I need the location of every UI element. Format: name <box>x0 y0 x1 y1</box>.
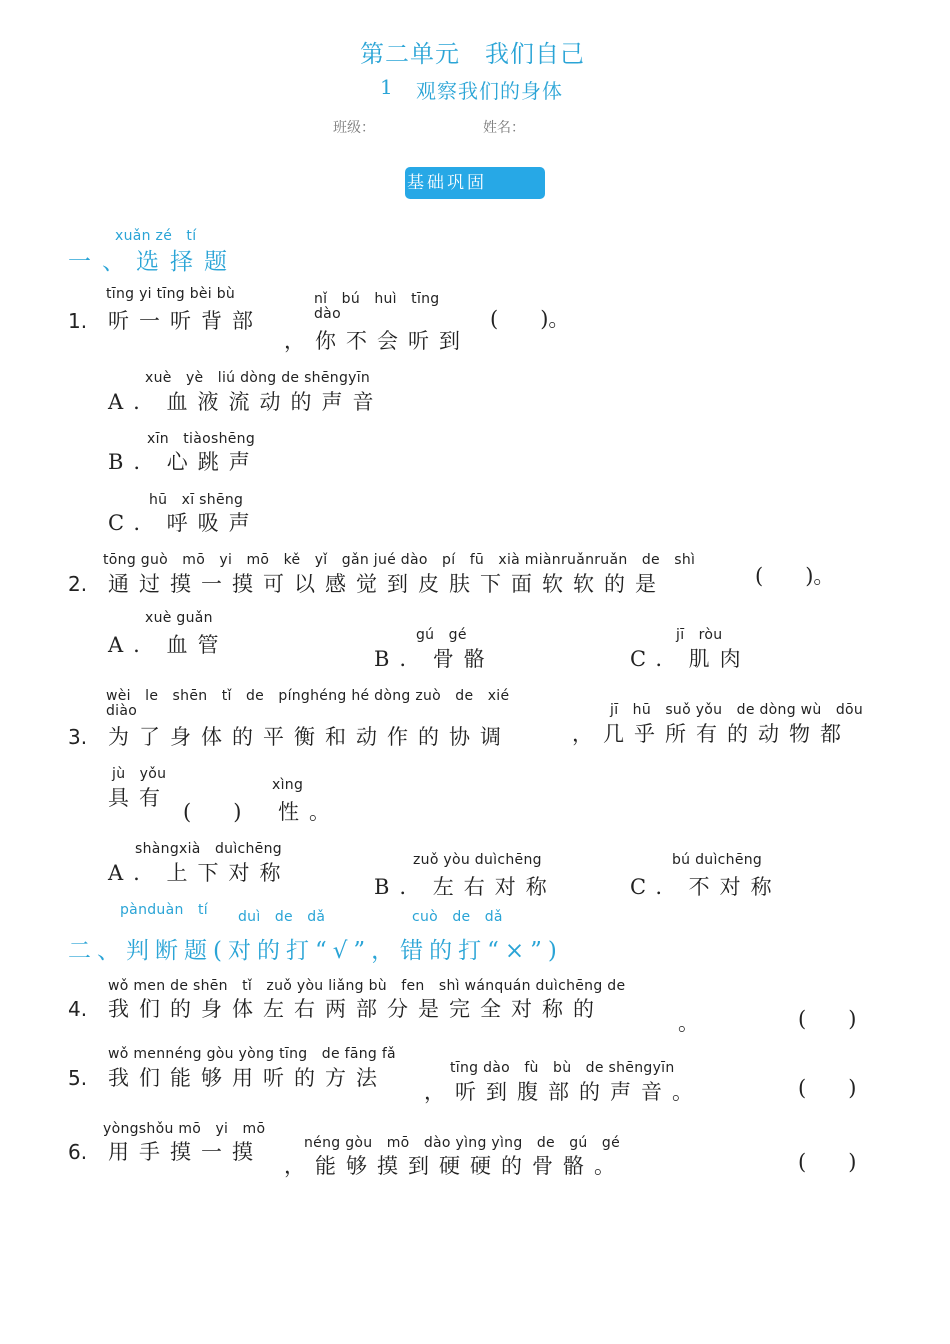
q3-answer-blank[interactable]: ( ) <box>183 800 242 824</box>
q6-text-b: ，能够摸到硬硬的骨骼。 <box>284 1154 625 1178</box>
q2-answer-blank[interactable]: ( )。 <box>755 564 835 588</box>
q2-option-a[interactable]: A. 血管 <box>108 633 229 657</box>
q2-option-b-pinyin: gú gé <box>416 627 467 643</box>
q1-option-a-pinyin: xuè yè liú dòng de shēngyīn <box>145 370 371 386</box>
q4-number: 4. <box>68 997 88 1021</box>
q4-pinyin: wǒ men de shēn tǐ zuǒ yòu liǎng bù fen shì wánquán duìchēng de <box>108 978 626 994</box>
q2-option-c[interactable]: C. 肌肉 <box>630 647 751 671</box>
class-label: 班级： <box>333 120 375 136</box>
q3-text-b: ，几乎所有的动物都 <box>572 722 851 746</box>
q1-pinyin-b2: dào <box>314 306 341 322</box>
q2-option-c-pinyin: jī ròu <box>676 627 723 643</box>
q3-pinyin-d: xìng <box>272 777 304 793</box>
q3-text-d: 性。 <box>278 800 340 824</box>
q4-answer-blank[interactable]: ( ) <box>798 1007 857 1031</box>
q1-text-b: ，你不会听到 <box>284 329 470 353</box>
q5-pinyin-a: wǒ mennéng gòu yòng tīng de fāng fǎ <box>108 1046 396 1062</box>
q3-option-b-pinyin: zuǒ yòu duìchēng <box>413 852 542 868</box>
q1-option-a[interactable]: A. 血液流动的声音 <box>108 390 384 414</box>
q2-option-b[interactable]: B. 骨骼 <box>374 647 495 671</box>
q2-option-a-pinyin: xuè guǎn <box>145 610 213 626</box>
q1-option-c-pinyin: hū xī shēng <box>149 492 244 508</box>
q5-pinyin-b: tīng dào fù bù de shēngyīn <box>450 1060 675 1076</box>
q3-pinyin-b: jī hū suǒ yǒu de dòng wù dōu <box>610 702 864 718</box>
q1-option-b-pinyin: xīn tiàoshēng <box>147 431 256 447</box>
q3-pinyin-a2: diào <box>106 703 138 719</box>
q4-period: 。 <box>678 1011 709 1035</box>
q2-text: 通过摸一摸可以感觉到皮肤下面软软的是 <box>108 572 666 596</box>
q3-text-a: 为了身体的平衡和动作的协调 <box>108 725 511 749</box>
section2-heading: 二、判断题(对的打“√”，错的打“×”) <box>68 938 563 964</box>
q5-text-a: 我们能够用听的方法 <box>108 1066 387 1090</box>
q1-pinyin-b: nǐ bú huì tīng <box>314 291 440 307</box>
lesson-number: 1 <box>380 75 394 99</box>
q6-answer-blank[interactable]: ( ) <box>798 1150 857 1174</box>
q1-text-a: 听一听背部 <box>108 309 263 333</box>
q1-number: 1. <box>68 309 88 333</box>
q6-pinyin-a: yòngshǒu mō yi mō <box>103 1121 266 1137</box>
section1-heading: 一、选择题 <box>68 249 238 275</box>
q3-pinyin-c: jù yǒu <box>112 766 167 782</box>
q1-pinyin-a: tīng yi tīng bèi bù <box>106 286 236 302</box>
q3-option-c-pinyin: bú duìchēng <box>672 852 763 868</box>
q3-text-c: 具有 <box>108 786 170 810</box>
q1-answer-blank[interactable]: ( )。 <box>490 307 570 331</box>
q3-option-b[interactable]: B. 左右对称 <box>374 875 557 899</box>
q2-number: 2. <box>68 572 88 596</box>
unit-title: 第二单元 我们自己 <box>360 40 585 68</box>
name-label: 姓名： <box>483 120 525 136</box>
q6-pinyin-b: néng gòu mō dào yìng yìng de gú gé <box>304 1135 620 1151</box>
q2-pinyin: tōng guò mō yi mō kě yǐ gǎn jué dào pí fū xià miànruǎnruǎn de shì <box>103 552 696 568</box>
q3-option-c[interactable]: C. 不对称 <box>630 875 782 899</box>
q5-text-b: ，听到腹部的声音。 <box>424 1080 703 1104</box>
lesson-title: 观察我们的身体 <box>416 79 563 103</box>
q4-text: 我们的身体左右两部分是完全对称的 <box>108 997 604 1021</box>
q6-text-a: 用手摸一摸 <box>108 1140 263 1164</box>
section2-pinyin-c: cuò de dǎ <box>412 909 503 925</box>
section2-pinyin-a: pànduàn tí <box>120 902 208 918</box>
section1-pinyin: xuǎn zé tí <box>115 228 197 244</box>
q3-pinyin-a: wèi le shēn tǐ de pínghéng hé dòng zuò de xié <box>106 688 510 704</box>
q3-number: 3. <box>68 725 88 749</box>
q1-option-b[interactable]: B. 心跳声 <box>108 450 260 474</box>
section2-pinyin-b: duì de dǎ <box>238 909 326 925</box>
q3-option-a[interactable]: A. 上下对称 <box>108 861 291 885</box>
section-badge: 基础巩固 <box>405 167 545 199</box>
q5-answer-blank[interactable]: ( ) <box>798 1076 857 1100</box>
q1-option-c[interactable]: C. 呼吸声 <box>108 511 260 535</box>
q3-option-a-pinyin: shàngxià duìchēng <box>135 841 282 857</box>
q5-number: 5. <box>68 1066 88 1090</box>
q6-number: 6. <box>68 1140 88 1164</box>
